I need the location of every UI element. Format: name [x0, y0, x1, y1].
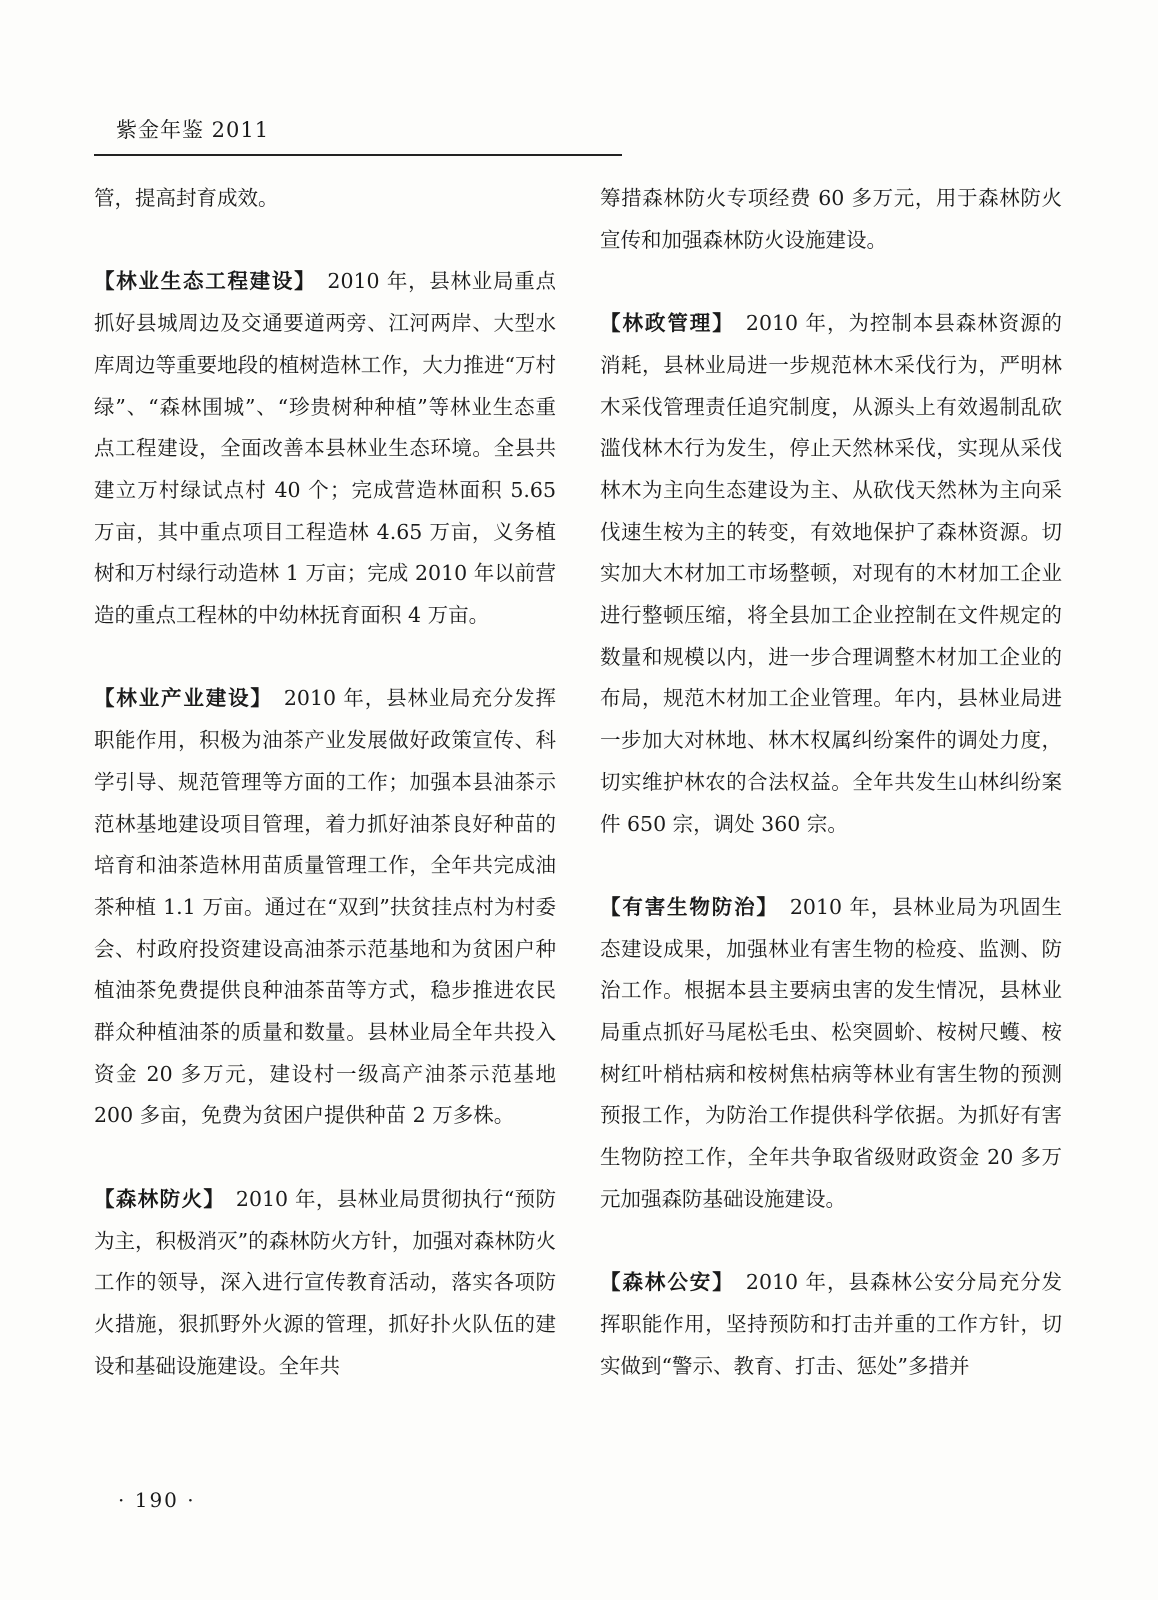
section-body: 2010 年，县林业局充分发挥职能作用，积极为油茶产业发展做好政策宣传、科学引导、规范管理等方面的工作；加强本县油茶示范林基地建设项目管理，着力抓好油茶良好种苗的培育和油茶造林用苗质量管理工作，全年共完成油茶种植 1.1 万亩。通过在“双到”扶贫挂点村为村委会、村政府投资建设高油茶示范基地和为贫困户种植油茶免费提供良种油茶苗等方式，稳步推进农民群众种植油茶的质量和数量。县林业局全年共投入资金 20 多万元，建设村一级高产油茶示范基地 200 多亩，免费为贫困户提供种苗 2 万多株。 [94, 686, 557, 1128]
section-heading: 【森林防火】 [94, 1186, 216, 1211]
section-heading: 【森林公安】 [600, 1270, 725, 1295]
left-column [94, 178, 556, 1387]
section-pest-control [600, 887, 1062, 1221]
section-body: 2010 年，县林业局重点抓好县城周边及交通要道两旁、江河两岸、大型水库周边等重要地段的植树造林工作，大力推进“万村绿”、“森林围城”、“珍贵树种种植”等林业生态重点工程建设，全面改善本县林业生态环境。全县共建立万村绿试点村 40 个；完成营造林面积 5.65 万亩，其中重点项目工程造林 4.65 万亩，义务植树和万村绿行动造林 1 万亩；完成 2010 年以前营造的重点工程林的中幼林抚育面积 4 万亩。 [94, 269, 557, 628]
section-forest-ecology [94, 261, 556, 636]
continuation-text: 筹措森林防火专项经费 60 多万元，用于森林防火宣传和加强森林防火设施建设。 [600, 186, 1062, 252]
section-heading: 【林业生态工程建设】 [94, 269, 307, 294]
section-forest-administration [600, 303, 1062, 845]
section-forest-police [600, 1262, 1062, 1387]
page-number: · 190 · [118, 1488, 196, 1512]
section-body: 2010 年，县森林公安分局充分发挥职能作用，坚持预防和打击并重的工作方针，切实做到“警示、教育、打击、惩处”多措并 [600, 1270, 1063, 1378]
section-heading: 【林业产业建设】 [94, 686, 263, 711]
continuation-text: 管，提高封育成效。 [94, 186, 279, 210]
running-head [94, 108, 622, 156]
section-body: 2010 年，县林业局为巩固生态建设成果，加强林业有害生物的检疫、监测、防治工作。根据本县主要病虫害的发生情况，县林业局重点抓好马尾松毛虫、松突圆蚧、桉树尺蠖、桉树红叶梢枯病和桉树焦枯病等林业有害生物的预测预报工作，为防治工作提供科学依据。为抓好有害生物防控工作，全年共争取省级财政资金 20 多万元加强森防基础设施建设。 [600, 894, 1063, 1211]
section-forest-industry [94, 678, 556, 1137]
running-title: 紫金年鉴 2011 [116, 118, 270, 142]
section-heading: 【有害生物防治】 [600, 894, 769, 919]
section-heading: 【林政管理】 [600, 311, 725, 336]
right-column [600, 178, 1062, 1387]
section-fire-prevention [94, 1179, 556, 1388]
section-body: 2010 年，为控制本县森林资源的消耗，县林业局进一步规范林木采伐行为，严明林木采伐管理责任追究制度，从源头上有效遏制乱砍滥伐林木行为发生，停止天然林采伐，实现从采伐林木为主向生态建设为主、从砍伐天然林为主向采伐速生桉为主的转变，有效地保护了森林资源。切实加大木材加工市场整顿，对现有的木材加工企业进行整顿压缩，将全县加工企业控制在文件规定的数量和规模以内，进一步合理调整木材加工企业的布局，规范木材加工企业管理。年内，县林业局进一步加大对林地、林木权属纠纷案件的调处力度，切实维护林农的合法权益。全年共发生山林纠纷案件 650 宗，调处 360 宗。 [600, 311, 1063, 836]
section-body: 2010 年，县林业局贯彻执行“预防为主，积极消灭”的森林防火方针，加强对森林防火工作的领导，深入进行宣传教育活动，落实各项防火措施，狠抓野外火源的管理，抓好扑火队伍的建设和基础设施建设。全年共 [94, 1186, 557, 1378]
